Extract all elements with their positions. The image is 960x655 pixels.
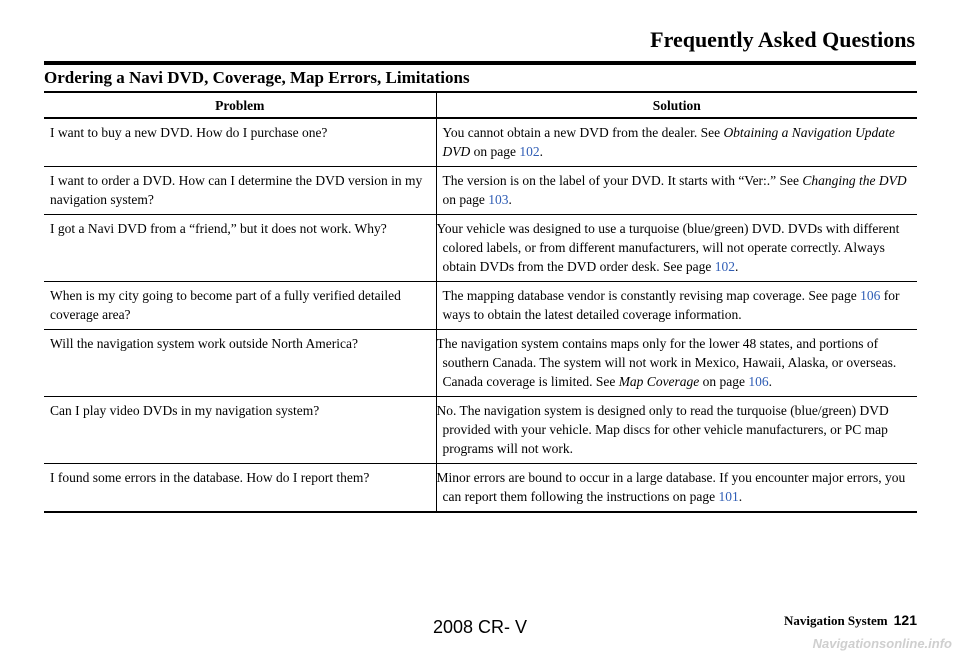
solution-text: Minor errors are bound to occur in a large database. If you encounter major errors, you can report them following the instructions on page [436,470,906,504]
solution-cell [436,282,917,330]
solution-cell [436,167,917,215]
page-link[interactable]: 102 [519,144,540,159]
table-row [44,330,917,397]
table-row [44,215,917,282]
table-body [44,118,917,512]
reference-title: Map Coverage [618,374,700,389]
reference-title: Obtaining a Navigation Update DVD [442,125,895,159]
page-link[interactable]: 103 [488,192,509,207]
faq-table [44,91,917,513]
table-row [44,282,917,330]
model-watermark: 2008 CR- V [432,617,528,637]
solution-text: Your vehicle was designed to use a turquoise (blue/green) DVD. DVDs with different colored labels, or from different manufacturers, will not operate correctly. Always obtain DVDs from the DVD order desk. See page [436,221,900,274]
solution-text: on page [699,374,749,389]
solution-text: for ways to obtain the latest detailed coverage information. [442,288,900,322]
solution-text: The mapping database vendor is constantly revising map coverage. See page [442,288,861,303]
solution-text: You cannot obtain a new DVD from the dealer. See [442,125,724,140]
problem-cell: When is my city going to become part of a fully verified detailed coverage area? [44,282,436,330]
solution-text: The navigation system contains maps only for the lower 48 states, and portions of southern Canada. The system will not work in Mexico, Hawaii, Alaska, or overseas. Canada coverage is limited. See [436,336,897,389]
solution-text: . [738,489,743,504]
table-row [44,397,917,464]
page-link[interactable]: 101 [718,489,739,504]
solution-cell [436,215,917,282]
footer-label: Navigation System [784,613,888,628]
solution-text: . [734,259,739,274]
problem-cell: I want to order a DVD. How can I determine the DVD version in my navigation system? [44,167,436,215]
column-header-solution: Solution [436,92,917,118]
table-row [44,167,917,215]
problem-cell: I want to buy a new DVD. How do I purchase one? [44,118,436,167]
solution-text: No. The navigation system is designed only to read the turquoise (blue/green) DVD provided with your vehicle. Map discs for other vehicle manufacturers, or PC map programs will not work. [436,403,889,456]
problem-cell: Will the navigation system work outside North America? [44,330,436,397]
solution-text: . [539,144,543,159]
solution-cell [436,397,917,464]
solution-cell [436,464,917,513]
page-link[interactable]: 106 [748,374,769,389]
problem-cell: I got a Navi DVD from a “friend,” but it does not work. Why? [44,215,436,282]
page-number: 121 [893,612,917,628]
page-link[interactable]: 102 [714,259,735,274]
problem-cell: I found some errors in the database. How do I report them? [44,464,436,513]
solution-text: . [768,374,773,389]
page-title: Frequently Asked Questions [650,27,915,52]
table-row [44,464,917,513]
problem-cell: Can I play video DVDs in my navigation system? [44,397,436,464]
page-link[interactable]: 106 [860,288,881,303]
solution-text: The version is on the label of your DVD. It starts with “Ver:.” See [442,173,803,188]
table-row [44,118,917,167]
reference-title: Changing the DVD [802,173,907,188]
solution-text: . [508,192,512,207]
solution-text: on page [470,144,520,159]
table-header-row [44,92,917,118]
site-watermark: Navigationsonline.info [812,636,952,651]
column-header-problem: Problem [44,92,436,118]
solution-cell [436,118,917,167]
header-divider [44,61,916,65]
section-heading: Ordering a Navi DVD, Coverage, Map Errors, Limitations [44,68,470,87]
solution-cell [436,330,917,397]
solution-text: on page [442,192,489,207]
